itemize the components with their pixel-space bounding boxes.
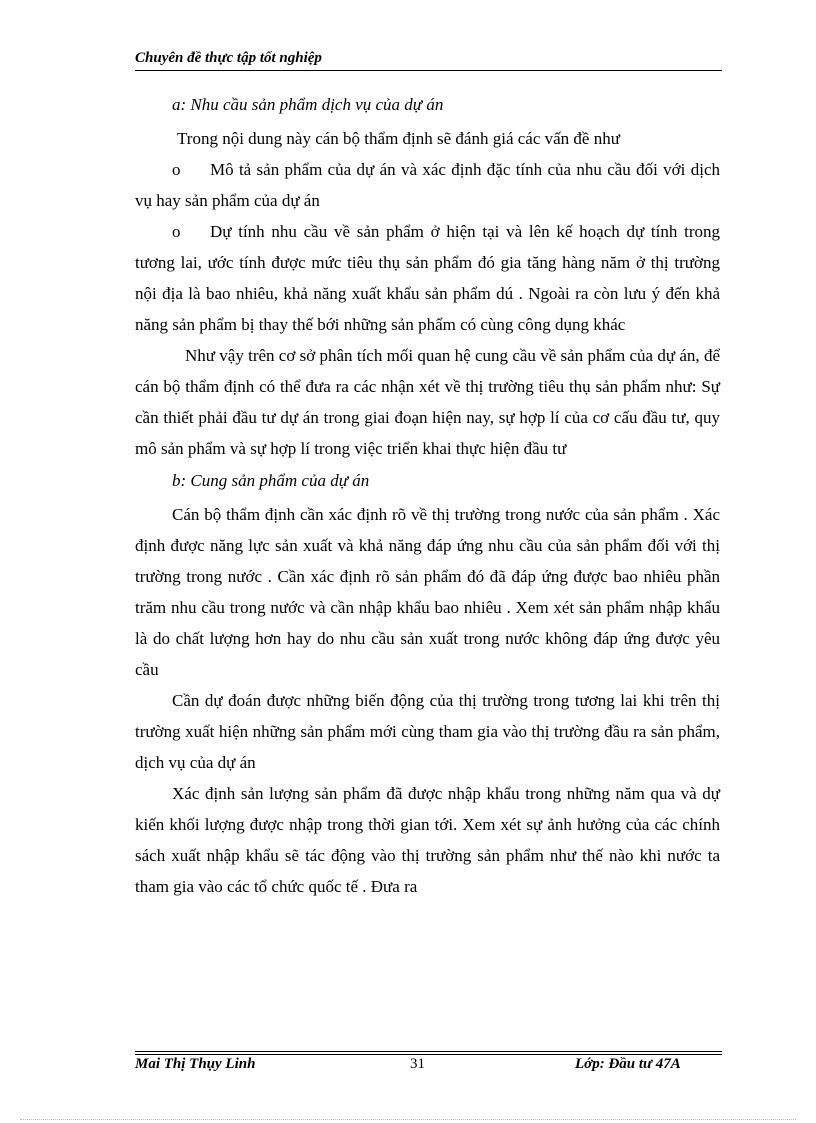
document-body [135,90,720,902]
header-divider [135,70,722,71]
header-title: Chuyên đề thực tập tốt nghiệp [135,50,322,66]
bullet-item-2 [135,216,720,340]
section-b-paragraph-1: Cán bộ thẩm định cần xác định rõ về thị trường trong nước của sản phẩm . Xác định được năng lực sản xuất và khả năng đáp ứng nhu cầu của sản phẩm đối với thị trường trong nước . Cần xác định rõ sản phẩm đó đã đáp ứng được bao nhiêu phần trăm nhu cầu trong nước và cần nhập khẩu bao nhiêu . Xem xét sản phẩm nhập khẩu là do chất lượng hơn hay do nhu cầu sản xuất trong nước không đáp ứng được yêu cầu [135,505,720,679]
page-bottom-border [20,1119,796,1120]
bullet-item-1 [135,154,720,216]
section-a-intro: Trong nội dung này cán bộ thẩm định sẽ đánh giá các vấn đề như [177,129,620,148]
section-b-paragraph-2: Cần dự đoán được những biến động của thị trường trong tương lai khi trên thị trường xuất hiện những sản phẩm mới cùng tham gia vào thị trường đầu ra sản phẩm, dịch vụ của dự án [135,691,720,772]
section-a-paragraph: Như vậy trên cơ sở phân tích mối quan hệ cung cầu về sản phẩm của dự án, để cán bộ thẩm định có thể đưa ra các nhận xét về thị trường tiêu thụ sản phẩm như: Sự cần thiết phải đầu tư dự án trong giai đoạn hiện nay, sự hợp lí của cơ cấu đầu tư, quy mô sản phẩm và sự hợp lí trong việc triển khai thực hiện đầu tư [135,346,720,458]
bullet-mark: o [172,160,181,179]
section-b-paragraph-3: Xác định sản lượng sản phẩm đã được nhập khẩu trong những năm qua và dự kiến khối lượng được nhập trong thời gian tới. Xem xét sự ảnh hưởng của các chính sách xuất nhập khẩu sẽ tác động vào thị trường sản phẩm như thế nào khi nước ta tham gia vào các tổ chức quốc tế . Đưa ra [135,784,720,896]
bullet-text-1: Mô tả sản phẩm của dự án và xác định đặc tính của nhu cầu đối với dịch vụ hay sản phẩm của dự án [135,160,720,210]
footer-class: Lớp: Đầu tư 47A [575,1056,681,1072]
bullet-text-2: Dự tính nhu cầu về sản phẩm ở hiện tại và lên kế hoạch dự tính trong tương lai, ước tính được mức tiêu thụ sản phẩm đó gia tăng hàng năm ở thị trường nội địa là bao nhiêu, khả năng xuất khẩu sản phẩm dú . Ngoài ra còn lưu ý đến khả năng sản phẩm bị thay thế bới những sản phẩm có cùng công dụng khác [135,222,720,334]
section-b-heading: b: Cung sản phẩm của dự án [172,471,370,490]
footer-author: Mai Thị Thụy Linh [135,1056,256,1072]
section-a-heading: a: Nhu cầu sản phẩm dịch vụ của dự án [172,95,444,114]
footer-divider-double [135,1054,722,1055]
footer-divider [135,1051,722,1052]
page-number: 31 [410,1056,425,1072]
bullet-mark: o [172,222,181,241]
